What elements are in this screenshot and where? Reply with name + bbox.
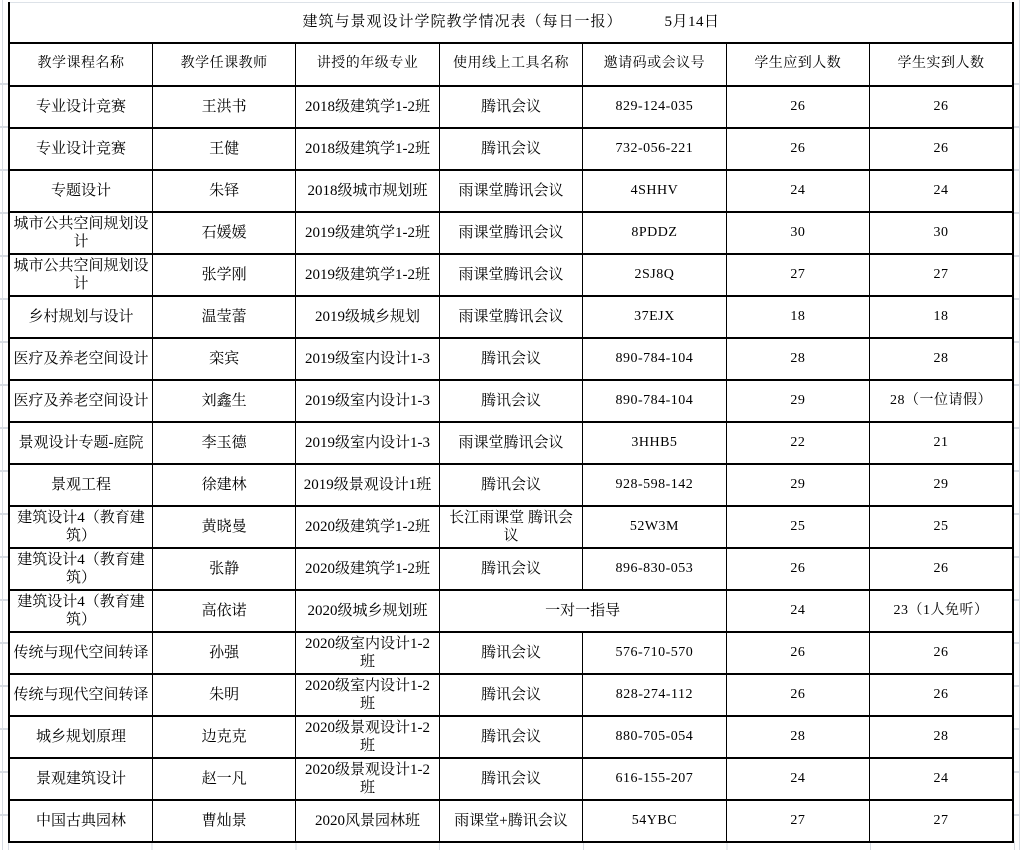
cell-tool: 长江雨课堂 腾讯会议 bbox=[439, 506, 582, 548]
cell-expected: 29 bbox=[726, 464, 869, 506]
cell-actual: 25 bbox=[870, 506, 1013, 548]
cell-tool: 腾讯会议 bbox=[439, 86, 582, 128]
cell-course: 传统与现代空间转译 bbox=[9, 674, 152, 716]
cell-course: 景观工程 bbox=[9, 464, 152, 506]
table-date: 5月14日 bbox=[664, 14, 720, 31]
cell-grade: 2020风景园林班 bbox=[296, 800, 439, 842]
cell-grade: 2018级城市规划班 bbox=[296, 170, 439, 212]
column-header: 教学任课教师 bbox=[152, 43, 295, 86]
cell-actual: 30 bbox=[870, 212, 1013, 254]
cell-course: 景观建筑设计 bbox=[9, 758, 152, 800]
cell-course: 医疗及养老空间设计 bbox=[9, 338, 152, 380]
cell-actual: 26 bbox=[870, 674, 1013, 716]
cell-actual: 26 bbox=[870, 86, 1013, 128]
excel-row-gridline-ticks-right bbox=[1014, 42, 1020, 841]
cell-teacher: 张静 bbox=[152, 548, 295, 590]
table-title: 建筑与景观设计学院教学情况表（每日一报） bbox=[302, 14, 623, 31]
cell-actual: 26 bbox=[870, 128, 1013, 170]
cell-expected: 30 bbox=[726, 212, 869, 254]
column-header: 讲授的年级专业 bbox=[296, 43, 439, 86]
cell-teacher: 孙强 bbox=[152, 632, 295, 674]
teaching-report-table bbox=[8, 2, 1014, 843]
table-row bbox=[9, 548, 1013, 590]
cell-tool: 腾讯会议 bbox=[439, 548, 582, 590]
excel-row-gridline-ticks-left bbox=[0, 42, 8, 841]
cell-tool-code-merged: 一对一指导 bbox=[439, 590, 726, 632]
cell-grade: 2019级建筑学1-2班 bbox=[296, 254, 439, 296]
cell-expected: 18 bbox=[726, 296, 869, 338]
cell-grade: 2020级室内设计1-2班 bbox=[296, 674, 439, 716]
cell-teacher: 曹灿景 bbox=[152, 800, 295, 842]
cell-expected: 27 bbox=[726, 800, 869, 842]
cell-grade: 2019级景观设计1班 bbox=[296, 464, 439, 506]
cell-course: 城乡规划原理 bbox=[9, 716, 152, 758]
cell-course: 城市公共空间规划设计 bbox=[9, 212, 152, 254]
cell-code: 928-598-142 bbox=[583, 464, 726, 506]
cell-teacher: 温莹蕾 bbox=[152, 296, 295, 338]
cell-grade: 2020级建筑学1-2班 bbox=[296, 548, 439, 590]
cell-expected: 26 bbox=[726, 128, 869, 170]
cell-actual: 27 bbox=[870, 254, 1013, 296]
cell-expected: 26 bbox=[726, 86, 869, 128]
cell-expected: 28 bbox=[726, 338, 869, 380]
column-header: 教学课程名称 bbox=[9, 43, 152, 86]
cell-teacher: 高依诺 bbox=[152, 590, 295, 632]
cell-course: 专业设计竞赛 bbox=[9, 128, 152, 170]
column-header: 学生实到人数 bbox=[870, 43, 1013, 86]
cell-grade: 2020级城乡规划班 bbox=[296, 590, 439, 632]
cell-course: 专题设计 bbox=[9, 170, 152, 212]
table-row bbox=[9, 170, 1013, 212]
cell-grade: 2019级室内设计1-3 bbox=[296, 338, 439, 380]
cell-expected: 24 bbox=[726, 170, 869, 212]
cell-actual: 21 bbox=[870, 422, 1013, 464]
cell-grade: 2018级建筑学1-2班 bbox=[296, 86, 439, 128]
cell-expected: 25 bbox=[726, 506, 869, 548]
table-row bbox=[9, 758, 1013, 800]
cell-teacher: 石媛媛 bbox=[152, 212, 295, 254]
cell-teacher: 张学刚 bbox=[152, 254, 295, 296]
cell-actual: 24 bbox=[870, 170, 1013, 212]
cell-grade: 2020级室内设计1-2班 bbox=[296, 632, 439, 674]
cell-grade: 2019级建筑学1-2班 bbox=[296, 212, 439, 254]
cell-code: 37EJX bbox=[583, 296, 726, 338]
cell-actual: 23（1人免听） bbox=[870, 590, 1013, 632]
cell-tool: 腾讯会议 bbox=[439, 632, 582, 674]
cell-course: 医疗及养老空间设计 bbox=[9, 380, 152, 422]
cell-code: 890-784-104 bbox=[583, 338, 726, 380]
cell-tool: 腾讯会议 bbox=[439, 716, 582, 758]
cell-actual: 18 bbox=[870, 296, 1013, 338]
table-row bbox=[9, 632, 1013, 674]
cell-code: 576-710-570 bbox=[583, 632, 726, 674]
cell-actual: 26 bbox=[870, 632, 1013, 674]
table-row bbox=[9, 296, 1013, 338]
cell-actual: 29 bbox=[870, 464, 1013, 506]
cell-code: 616-155-207 bbox=[583, 758, 726, 800]
cell-course: 建筑设计4（教育建筑） bbox=[9, 506, 152, 548]
table-row bbox=[9, 464, 1013, 506]
cell-expected: 29 bbox=[726, 380, 869, 422]
cell-expected: 22 bbox=[726, 422, 869, 464]
cell-code: 4SHHV bbox=[583, 170, 726, 212]
table-row bbox=[9, 716, 1013, 758]
cell-code: 880-705-054 bbox=[583, 716, 726, 758]
cell-tool: 雨课堂腾讯会议 bbox=[439, 296, 582, 338]
table-row bbox=[9, 800, 1013, 842]
cell-expected: 26 bbox=[726, 632, 869, 674]
cell-course: 建筑设计4（教育建筑） bbox=[9, 548, 152, 590]
cell-tool: 雨课堂腾讯会议 bbox=[439, 422, 582, 464]
cell-actual: 28 bbox=[870, 338, 1013, 380]
cell-grade: 2020级景观设计1-2班 bbox=[296, 716, 439, 758]
cell-teacher: 边克克 bbox=[152, 716, 295, 758]
cell-tool: 腾讯会议 bbox=[439, 338, 582, 380]
cell-expected: 26 bbox=[726, 674, 869, 716]
cell-course: 景观设计专题-庭院 bbox=[9, 422, 152, 464]
cell-code: 54YBC bbox=[583, 800, 726, 842]
cell-expected: 27 bbox=[726, 254, 869, 296]
table-row bbox=[9, 674, 1013, 716]
cell-actual: 26 bbox=[870, 548, 1013, 590]
table-title-row bbox=[9, 3, 1013, 43]
table-row bbox=[9, 590, 1013, 632]
cell-actual: 28 bbox=[870, 716, 1013, 758]
cell-tool: 腾讯会议 bbox=[439, 128, 582, 170]
cell-expected: 24 bbox=[726, 758, 869, 800]
table-row bbox=[9, 86, 1013, 128]
cell-code: 828-274-112 bbox=[583, 674, 726, 716]
cell-grade: 2019级城乡规划 bbox=[296, 296, 439, 338]
cell-grade: 2020级建筑学1-2班 bbox=[296, 506, 439, 548]
cell-teacher: 李玉德 bbox=[152, 422, 295, 464]
cell-code: 890-784-104 bbox=[583, 380, 726, 422]
cell-teacher: 栾宾 bbox=[152, 338, 295, 380]
cell-expected: 26 bbox=[726, 548, 869, 590]
cell-course: 建筑设计4（教育建筑） bbox=[9, 590, 152, 632]
cell-tool: 腾讯会议 bbox=[439, 758, 582, 800]
cell-tool: 腾讯会议 bbox=[439, 380, 582, 422]
cell-actual: 24 bbox=[870, 758, 1013, 800]
cell-grade: 2019级室内设计1-3 bbox=[296, 422, 439, 464]
table-row bbox=[9, 338, 1013, 380]
cell-teacher: 王洪书 bbox=[152, 86, 295, 128]
cell-course: 专业设计竞赛 bbox=[9, 86, 152, 128]
cell-tool: 腾讯会议 bbox=[439, 464, 582, 506]
cell-teacher: 徐建林 bbox=[152, 464, 295, 506]
cell-code: 732-056-221 bbox=[583, 128, 726, 170]
cell-grade: 2019级室内设计1-3 bbox=[296, 380, 439, 422]
table-row bbox=[9, 128, 1013, 170]
cell-teacher: 王健 bbox=[152, 128, 295, 170]
cell-code: 896-830-053 bbox=[583, 548, 726, 590]
cell-code: 2SJ8Q bbox=[583, 254, 726, 296]
cell-teacher: 赵一凡 bbox=[152, 758, 295, 800]
cell-grade: 2018级建筑学1-2班 bbox=[296, 128, 439, 170]
table-row bbox=[9, 212, 1013, 254]
table-row bbox=[9, 254, 1013, 296]
cell-teacher: 刘鑫生 bbox=[152, 380, 295, 422]
cell-code: 52W3M bbox=[583, 506, 726, 548]
table-title-cell bbox=[9, 3, 1013, 43]
column-header: 学生应到人数 bbox=[726, 43, 869, 86]
cell-teacher: 朱明 bbox=[152, 674, 295, 716]
cell-tool: 雨课堂腾讯会议 bbox=[439, 254, 582, 296]
cell-course: 中国古典园林 bbox=[9, 800, 152, 842]
cell-teacher: 朱铎 bbox=[152, 170, 295, 212]
cell-code: 3HHB5 bbox=[583, 422, 726, 464]
table-header-row bbox=[9, 43, 1013, 86]
cell-course: 乡村规划与设计 bbox=[9, 296, 152, 338]
cell-grade: 2020级景观设计1-2班 bbox=[296, 758, 439, 800]
cell-tool: 雨课堂+腾讯会议 bbox=[439, 800, 582, 842]
cell-tool: 腾讯会议 bbox=[439, 674, 582, 716]
table-row bbox=[9, 506, 1013, 548]
table-row bbox=[9, 380, 1013, 422]
cell-code: 829-124-035 bbox=[583, 86, 726, 128]
cell-actual: 27 bbox=[870, 800, 1013, 842]
cell-actual: 28（一位请假） bbox=[870, 380, 1013, 422]
cell-tool: 雨课堂腾讯会议 bbox=[439, 170, 582, 212]
cell-expected: 24 bbox=[726, 590, 869, 632]
column-header: 邀请码或会议号 bbox=[583, 43, 726, 86]
column-header: 使用线上工具名称 bbox=[439, 43, 582, 86]
cell-course: 城市公共空间规划设计 bbox=[9, 254, 152, 296]
cell-expected: 28 bbox=[726, 716, 869, 758]
table-row bbox=[9, 422, 1013, 464]
cell-tool: 雨课堂腾讯会议 bbox=[439, 212, 582, 254]
cell-course: 传统与现代空间转译 bbox=[9, 632, 152, 674]
cell-code: 8PDDZ bbox=[583, 212, 726, 254]
cell-teacher: 黄晓曼 bbox=[152, 506, 295, 548]
